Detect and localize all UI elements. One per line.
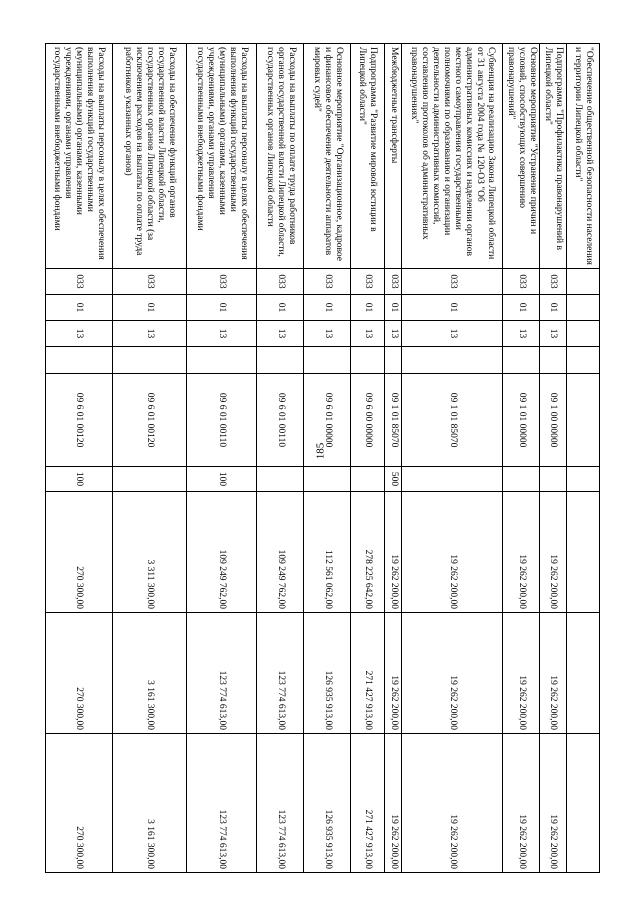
- cell-amount-2: 19 262 200,00: [540, 613, 566, 734]
- cell-amount-3: 271 427 913,00: [351, 734, 384, 873]
- cell-section: 01: [257, 295, 304, 321]
- cell-amount-3: 19 262 200,00: [402, 734, 502, 873]
- cell-amount-2: [566, 613, 599, 734]
- cell-amount-3: 270 300,00: [46, 734, 113, 873]
- cell-section: 01: [540, 295, 566, 321]
- cell-name: Расходы на выплаты персоналу в целях обеспечения выполнения функций государственными (муниципальными) органами, казенными учреждениями, органами управления государственными внебюджетными фондами: [46, 44, 113, 269]
- cell-amount-2: 126 935 913,00: [304, 613, 351, 734]
- cell-admin: 033: [502, 269, 540, 295]
- cell-expense-type: [351, 467, 384, 492]
- cell-amount-3: 3 161 300,00: [112, 734, 186, 873]
- cell-extra: [112, 347, 186, 374]
- cell-admin: 033: [351, 269, 384, 295]
- rotated-table-wrapper: [45, 43, 600, 872]
- table-row: [304, 44, 351, 873]
- cell-extra: [304, 347, 351, 374]
- cell-amount-2: 123 774 613,00: [187, 613, 257, 734]
- cell-section: 01: [46, 295, 113, 321]
- table-row: [540, 44, 566, 873]
- cell-amount-2: 19 262 200,00: [402, 613, 502, 734]
- cell-section: 01: [304, 295, 351, 321]
- cell-expense-type: 100: [187, 467, 257, 492]
- cell-extra: [187, 347, 257, 374]
- cell-name: Субвенция на реализацию Закона Липецкой области от 31 августа 2004 года № 120-ОЗ "Об административных комиссиях и наделении органов местного самоуправления государственными полномочиями по образованию и организации деятельности административных комиссий, составлению протоколов об административных правонарушениях": [402, 44, 502, 269]
- cell-admin: 033: [384, 269, 402, 295]
- cell-expense-type: [112, 467, 186, 492]
- cell-amount-1: 112 561 062,00: [304, 492, 351, 613]
- table-row: [502, 44, 540, 873]
- cell-amount-1: [566, 492, 599, 613]
- cell-name: Расходы на выплаты персоналу в целях обеспечения выполнения функций государственными (муниципальными) органами, казенными учреждениями, органами управления государственными внебюджетными фондами: [187, 44, 257, 269]
- table-row: [566, 44, 599, 873]
- cell-name: "Обеспечение общественной безопасности населения и территории Липецкой области": [566, 44, 599, 269]
- cell-amount-1: 278 225 642,00: [351, 492, 384, 613]
- table-row: [187, 44, 257, 873]
- cell-section: 01: [112, 295, 186, 321]
- cell-expense-type: [402, 467, 502, 492]
- cell-subsection: 13: [112, 321, 186, 347]
- table-row: [257, 44, 304, 873]
- cell-expense-type: 500: [384, 467, 402, 492]
- cell-extra: [502, 347, 540, 374]
- cell-section: 01: [384, 295, 402, 321]
- cell-amount-3: 126 935 913,00: [304, 734, 351, 873]
- cell-name: Расходы на выплаты по оплате труда работников органов государственной власти Липецкой области, государственных органов Липецкой области: [257, 44, 304, 269]
- cell-admin: 033: [402, 269, 502, 295]
- cell-admin: 033: [304, 269, 351, 295]
- cell-extra: [402, 347, 502, 374]
- cell-expense-type: [540, 467, 566, 492]
- cell-subsection: 13: [351, 321, 384, 347]
- cell-section: 01: [351, 295, 384, 321]
- cell-target-code: [566, 374, 599, 467]
- cell-amount-1: 3 311 300,00: [112, 492, 186, 613]
- cell-extra: [46, 347, 113, 374]
- cell-extra: [566, 347, 599, 374]
- cell-target-code: 09 6 01 00120: [112, 374, 186, 467]
- cell-extra: [540, 347, 566, 374]
- cell-extra: [351, 347, 384, 374]
- cell-subsection: 13: [257, 321, 304, 347]
- budget-table: [45, 43, 600, 873]
- cell-subsection: 13: [502, 321, 540, 347]
- table-row: [384, 44, 402, 873]
- cell-target-code: 09 1 00 00000: [540, 374, 566, 467]
- cell-admin: 033: [257, 269, 304, 295]
- cell-expense-type: [502, 467, 540, 492]
- cell-admin: 033: [187, 269, 257, 295]
- cell-amount-3: 19 262 200,00: [540, 734, 566, 873]
- cell-admin: 033: [540, 269, 566, 295]
- cell-amount-1: 109 249 762,00: [187, 492, 257, 613]
- cell-amount-1: 19 262 200,00: [540, 492, 566, 613]
- cell-target-code: 09 1 01 85070: [402, 374, 502, 467]
- cell-subsection: 13: [187, 321, 257, 347]
- cell-amount-3: 123 774 613,00: [187, 734, 257, 873]
- cell-admin: [566, 269, 599, 295]
- table-row: [402, 44, 502, 873]
- cell-name: Подпрограмма "Профилактика правонарушений в Липецкой области": [540, 44, 566, 269]
- cell-subsection: 13: [540, 321, 566, 347]
- cell-name: Подпрограмма "Развитие мировой юстиции в Липецкой области": [351, 44, 384, 269]
- cell-target-code: 09 1 01 85070: [384, 374, 402, 467]
- cell-expense-type: 100: [46, 467, 113, 492]
- cell-target-code: 09 6 00 00000: [351, 374, 384, 467]
- cell-amount-2: 270 300,00: [46, 613, 113, 734]
- cell-section: [566, 295, 599, 321]
- cell-expense-type: [304, 467, 351, 492]
- table-row: [351, 44, 384, 873]
- cell-subsection: [566, 321, 599, 347]
- cell-target-code: 09 6 01 00110: [257, 374, 304, 467]
- cell-extra: [257, 347, 304, 374]
- cell-amount-1: 19 262 200,00: [402, 492, 502, 613]
- table-row: [46, 44, 113, 873]
- cell-subsection: 13: [402, 321, 502, 347]
- cell-name: Основное мероприятие "Устранение причин и условий, способствующих совершению правонарушений": [502, 44, 540, 269]
- cell-expense-type: [257, 467, 304, 492]
- cell-amount-1: 270 300,00: [46, 492, 113, 613]
- cell-amount-1: 19 262 200,00: [502, 492, 540, 613]
- cell-name: Межбюджетные трансферты: [384, 44, 402, 269]
- cell-subsection: 13: [46, 321, 113, 347]
- cell-amount-2: 19 262 200,00: [502, 613, 540, 734]
- cell-extra: [384, 347, 402, 374]
- cell-section: 01: [502, 295, 540, 321]
- cell-amount-2: 271 427 913,00: [351, 613, 384, 734]
- cell-target-code: 09 1 01 00000: [502, 374, 540, 467]
- cell-subsection: 13: [384, 321, 402, 347]
- cell-amount-3: 19 262 200,00: [384, 734, 402, 873]
- cell-target-code: 09 6 01 00000: [304, 374, 351, 467]
- cell-section: 01: [187, 295, 257, 321]
- table-row: [112, 44, 186, 873]
- cell-amount-2: 123 774 613,00: [257, 613, 304, 734]
- cell-admin: 033: [46, 269, 113, 295]
- cell-admin: 033: [112, 269, 186, 295]
- cell-section: 01: [402, 295, 502, 321]
- cell-amount-2: 3 161 300,00: [112, 613, 186, 734]
- cell-amount-1: 19 262 200,00: [384, 492, 402, 613]
- cell-amount-1: 109 249 762,00: [257, 492, 304, 613]
- cell-subsection: 13: [304, 321, 351, 347]
- cell-name: Основное мероприятие "Организационное, кадровое и финансовое обеспечение деятельности аппаратов мировых судей": [304, 44, 351, 269]
- cell-target-code: 09 6 01 00120: [46, 374, 113, 467]
- cell-amount-3: [566, 734, 599, 873]
- page-number-text: 185: [314, 442, 326, 460]
- cell-name: Расходы на обеспечение функций органов государственной власти Липецкой области, государственных органов Липецкой области (за исключением расходов на выплаты по оплате труда работников указанных органов): [112, 44, 186, 269]
- cell-amount-3: 19 262 200,00: [502, 734, 540, 873]
- cell-amount-2: 19 262 200,00: [384, 613, 402, 734]
- cell-target-code: 09 6 01 00110: [187, 374, 257, 467]
- table-body: [46, 44, 600, 873]
- cell-amount-3: 123 774 613,00: [257, 734, 304, 873]
- cell-expense-type: [566, 467, 599, 492]
